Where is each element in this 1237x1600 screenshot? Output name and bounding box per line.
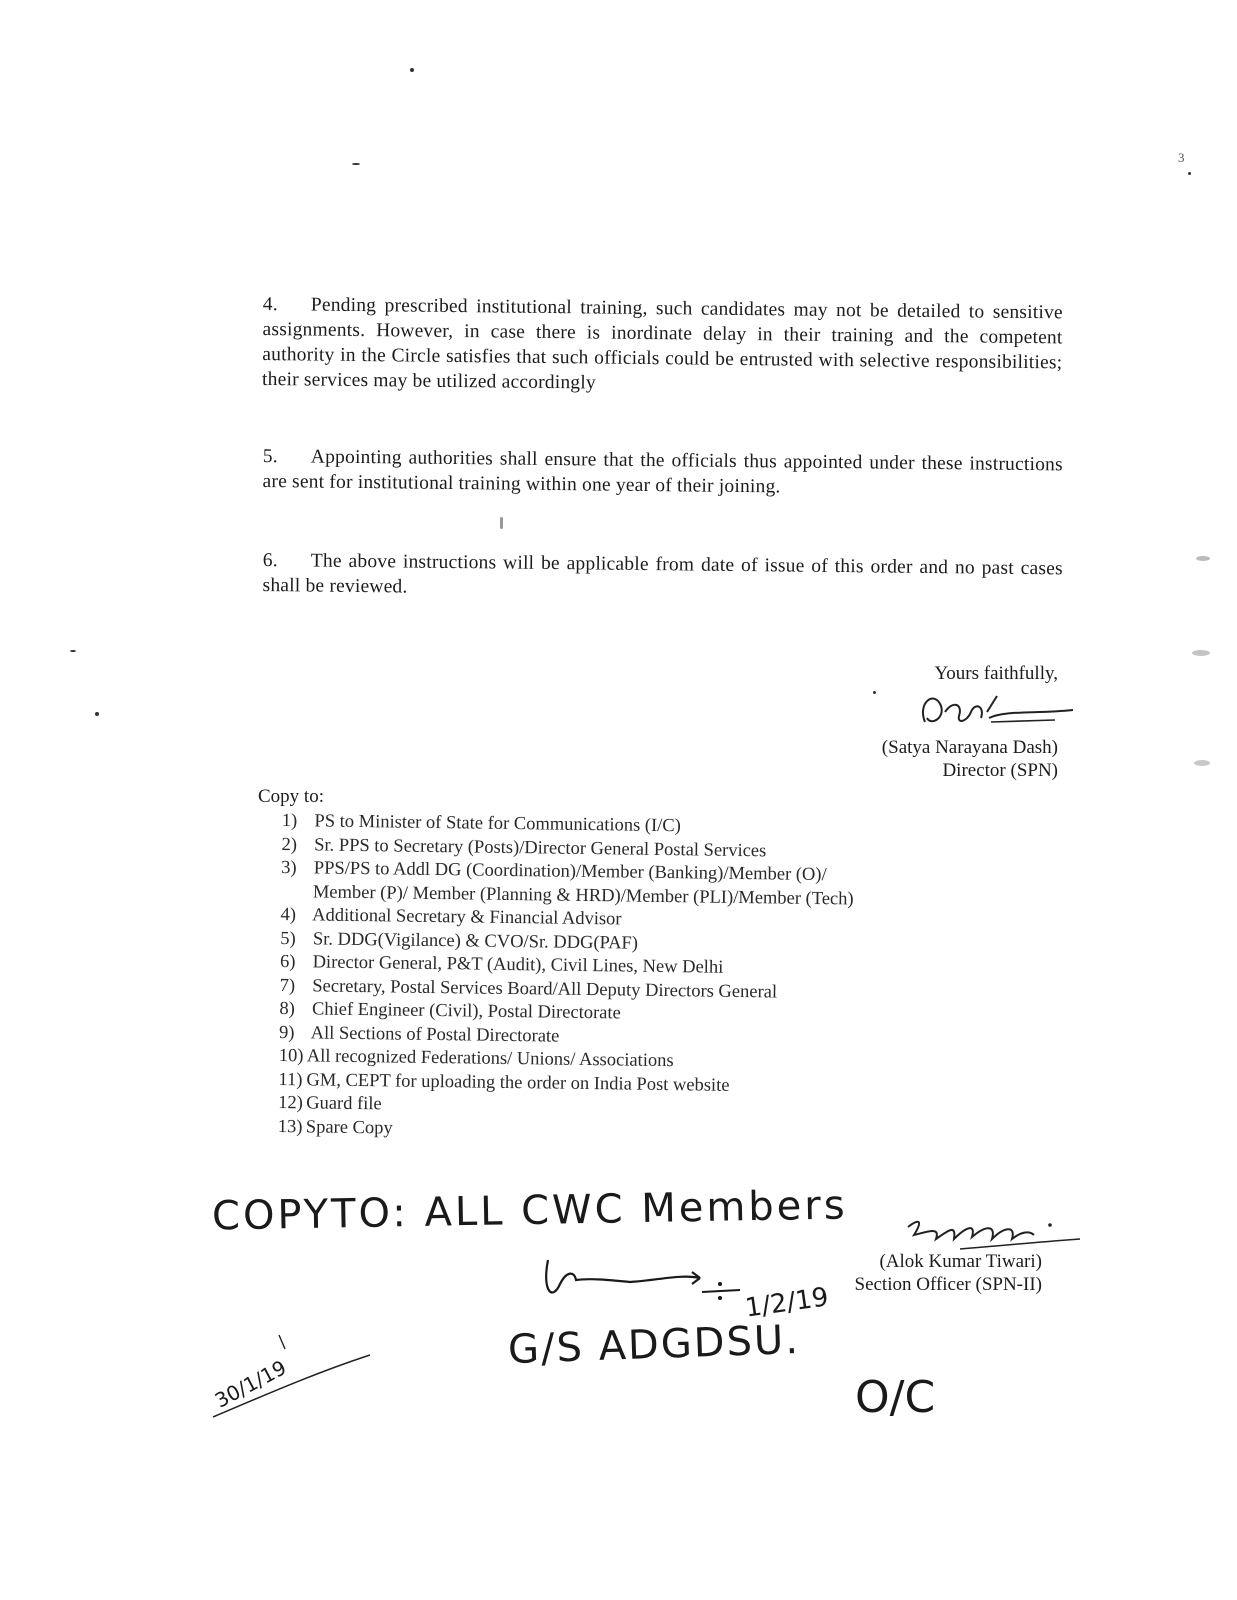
item-text: All recognized Federations/ Unions/ Associations — [306, 1046, 674, 1072]
item-number: 5) — [280, 928, 296, 949]
paragraph-5 — [262, 444, 1062, 502]
item-text: PS to Minister of State for Communications (I/C) — [314, 811, 681, 837]
item-text: GM, CEPT for uploading the order on India Post website — [306, 1069, 730, 1096]
item-number: 12) — [278, 1092, 303, 1114]
copy-to-item-continuation: Member (P)/ Member (Planning & HRD)/Member (PLI)/Member (Tech) — [312, 881, 854, 909]
paragraph-text: Appointing authorities shall ensure that the officials thus appointed under these instructions are sent for institutional training within one year of their joining. — [262, 446, 1063, 498]
handwritten-corner-date: 30/1/19 — [210, 1355, 291, 1413]
item-number: 13) — [277, 1116, 303, 1137]
item-text: PPS/PS to Addl DG (Coordination)/Member (Banking)/Member (O)/ — [313, 858, 827, 886]
item-text: Spare Copy — [305, 1116, 393, 1138]
signatory-designation: Director (SPN) — [942, 760, 1058, 781]
handwritten-initials — [530, 1250, 770, 1320]
scan-speck — [70, 650, 76, 652]
page-number: 3 — [1178, 150, 1185, 165]
scan-speck — [352, 163, 360, 165]
item-number: 8) — [279, 998, 295, 1020]
item-number: 3) — [281, 857, 297, 879]
director-signature — [905, 682, 1080, 738]
copy-to-list — [278, 810, 1042, 1149]
item-number: 2) — [281, 834, 298, 855]
item-number: 4) — [280, 904, 297, 926]
scan-speck — [1192, 650, 1210, 656]
scan-speck — [95, 712, 99, 716]
item-number: 6) — [279, 951, 296, 973]
item-number: 1) — [281, 810, 298, 832]
handwritten-copy-note: COPYTO: ALL CWC Members — [211, 1182, 848, 1240]
item-text: Director General, P&T (Audit), Civil Lines, New Delhi — [312, 952, 724, 978]
paragraph-number: 5. — [262, 445, 279, 468]
scan-speck — [500, 517, 503, 529]
paragraph-number: 4. — [262, 293, 279, 316]
item-text: All Sections of Postal Directorate — [310, 1022, 560, 1047]
scan-speck — [410, 68, 414, 72]
item-number: 11) — [278, 1069, 303, 1090]
item-text: Chief Engineer (Civil), Postal Directorate — [311, 999, 621, 1024]
second-signatory-designation: Section Officer (SPN-II) — [854, 1274, 1042, 1295]
corner-initials-mark — [205, 1325, 375, 1425]
item-number: 7) — [279, 975, 296, 996]
handwritten-date: 1/2/19 — [743, 1282, 831, 1324]
signatory-name: (Satya Narayana Dash) — [881, 737, 1058, 758]
second-signatory-name: (Alok Kumar Tiwari) — [879, 1251, 1042, 1272]
scan-speck — [1194, 760, 1210, 766]
closing-salutation: Yours faithfully, — [934, 663, 1058, 684]
paragraph-6 — [262, 548, 1062, 606]
scan-speck — [1196, 556, 1210, 561]
item-text: Guard file — [306, 1093, 382, 1115]
paragraph-4 — [262, 292, 1063, 400]
scan-speck — [1188, 172, 1191, 175]
item-text: Sr. PPS to Secretary (Posts)/Director General Postal Services — [314, 834, 767, 861]
paragraph-text: The above instructions will be applicable from date of issue of this order and no past cases shall be reviewed. — [262, 550, 1063, 598]
handwritten-gs-note: G/S ADGDSU. — [507, 1316, 801, 1374]
item-text: Additional Secretary & Financial Advisor — [312, 905, 622, 930]
item-text: Secretary, Postal Services Board/All Deputy Directors General — [312, 975, 778, 1002]
section-officer-signature — [900, 1205, 1085, 1255]
copy-to-heading: Copy to: — [258, 786, 324, 807]
scan-speck — [873, 691, 876, 694]
handwritten-oc-note: O/C — [855, 1372, 936, 1423]
item-number: 9) — [278, 1022, 295, 1043]
paragraph-number: 6. — [262, 549, 279, 572]
item-number: 10) — [278, 1045, 304, 1067]
paragraph-text: Pending prescribed institutional training, such candidates may not be detailed to sensitive assignments. However, in case there is inordinate delay in their training and the competent authority in the Circle satisfies that such officials could be entrusted with selective responsibilities; their services may be utilized accordingly — [261, 294, 1063, 394]
director-signature-block — [780, 736, 1058, 782]
item-text: Sr. DDG(Vigilance) & CVO/Sr. DDG(PAF) — [312, 928, 639, 954]
